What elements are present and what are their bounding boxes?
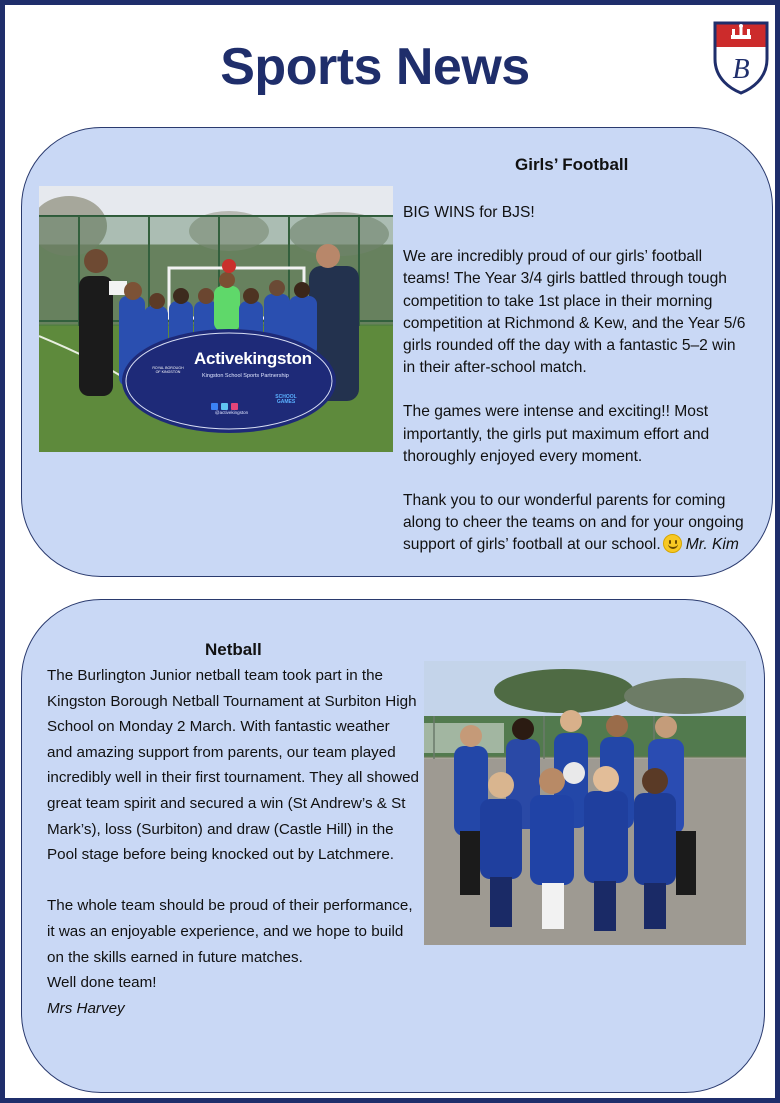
crest-letter: B: [732, 54, 750, 85]
banner-brand: Activekingston: [194, 349, 312, 368]
twitter-icon: [221, 403, 228, 410]
girls-football-team-photo: [39, 186, 393, 452]
netball-text: [47, 663, 419, 1021]
netball-team-photo: [424, 661, 746, 945]
banner-handle: @activekingston: [215, 410, 249, 415]
instagram-icon: [231, 403, 238, 410]
school-crest-icon: [711, 19, 771, 95]
netball-signature: Mrs Harvey: [47, 999, 125, 1017]
netball-paragraph: The whole team should be proud of their performance, it was an enjoyable experience, and we hope to build on the skills earned in future matches.: [47, 897, 413, 966]
football-signature: Mr. Kim: [685, 536, 739, 554]
banner-sponsor-logo: SCHOOL GAMES: [275, 394, 297, 405]
football-paragraph: We are incredibly proud of our girls’ football teams! The Year 3/4 girls battled through tough competition to take 1st place in their morning competition at Richmond & Kew, and the Year 5/6 girls rounded off the day with a fantastic 5–2 win in their after-school match.: [403, 248, 746, 377]
page-title: Sports News: [220, 38, 530, 96]
netball-heading: Netball: [205, 640, 262, 659]
football-paragraph: The games were intense and exciting!! Most importantly, the girls put maximum effort and thoroughly enjoyed every moment.: [403, 403, 710, 465]
facebook-icon: [211, 403, 218, 410]
netball-closing: Well done team!: [47, 974, 157, 992]
football-paragraph: BIG WINS for BJS!: [403, 204, 535, 221]
football-closing: Thank you to our wonderful parents for coming along to cheer the teams on and for your ongoing support of girls’ football at our school.: [403, 492, 744, 554]
netball-paragraph: The Burlington Junior netball team took part in the Kingston Borough Netball Tournament at Surbiton High School on Monday 2 March. With fantastic weather and amazing support from parents, our team played incredibly well in their first tournament. They all showed great team spirit and secured a win (St Andrew’s & St Mark’s), loss (Surbiton) and draw (Castle Hill) in the Pool stage before being knocked out by Latchmere.: [47, 667, 419, 864]
smiley-icon: [663, 534, 682, 553]
girls-football-heading: Girls’ Football: [515, 155, 629, 174]
banner-tagline: Kingston School Sports Partnership: [202, 373, 289, 379]
girls-football-text: [403, 202, 751, 557]
social-icons: [211, 397, 238, 415]
banner-borough-logo: ROYAL BOROUGH OF KINGSTON: [152, 366, 184, 374]
football-closing-paragraph: [403, 490, 751, 557]
